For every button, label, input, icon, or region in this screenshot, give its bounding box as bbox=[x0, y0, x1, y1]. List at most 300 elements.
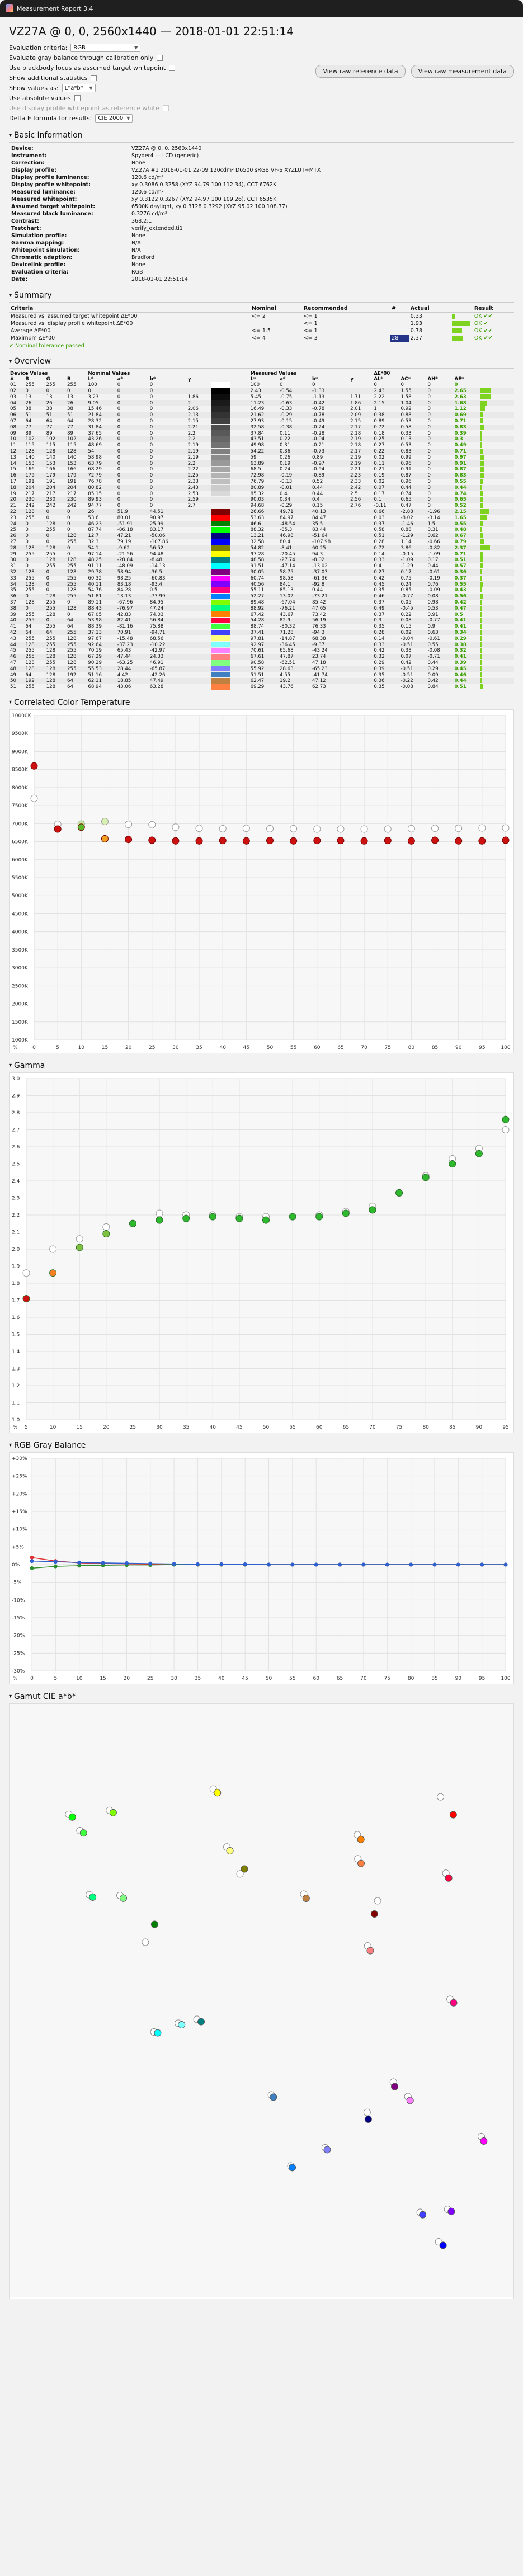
overview-cell: 43.51 bbox=[249, 436, 279, 442]
overview-cell: 98.25 bbox=[117, 575, 131, 581]
cct-point-measured bbox=[384, 837, 391, 844]
overview-cell: 84.95 bbox=[149, 599, 164, 605]
cct-y-tick: 9500K bbox=[12, 731, 28, 737]
overview-cell: 0.26 bbox=[280, 454, 291, 460]
overview-cell: -0.24 bbox=[311, 425, 349, 431]
overview-cell: 2.17 bbox=[349, 449, 373, 455]
overview-cell: 0.09 bbox=[427, 672, 439, 678]
gray-x-tick: 35 bbox=[194, 1675, 201, 1682]
overview-cell: -85.3 bbox=[280, 527, 293, 533]
overview-cell: 59 bbox=[250, 454, 257, 460]
overview-row bbox=[9, 618, 514, 624]
overview-cell: 89 bbox=[25, 430, 32, 436]
gray-series-point bbox=[54, 1560, 58, 1564]
overview-cell: 44 bbox=[9, 642, 24, 648]
overview-row bbox=[9, 678, 514, 684]
overview-row bbox=[9, 576, 514, 582]
overview-cell: 0 bbox=[46, 575, 50, 581]
overview-cell: 2.21 bbox=[350, 467, 361, 473]
overview-cell: 0 bbox=[67, 611, 70, 618]
delta-bar-track bbox=[480, 503, 497, 508]
overview-cell: -67.04 bbox=[280, 599, 295, 605]
delta-bar-track bbox=[480, 660, 497, 665]
overview-row bbox=[9, 491, 514, 497]
overview-cell: 43.67 bbox=[280, 611, 294, 618]
overview-cell: 0 bbox=[46, 587, 50, 594]
overview-cell: -27.74 bbox=[279, 557, 311, 563]
overview-cell: 0 bbox=[427, 394, 431, 400]
display-profile-wp-checkbox[interactable] bbox=[163, 105, 169, 111]
overview-cell: 179 bbox=[45, 473, 66, 479]
gamut-point-measured bbox=[178, 2021, 185, 2028]
cct-point-measured bbox=[290, 837, 297, 844]
summary-cell-c: Average ΔE*00 bbox=[11, 328, 51, 334]
gray-series-point bbox=[432, 1562, 436, 1566]
delta-bar bbox=[480, 606, 483, 611]
basic-info-row bbox=[9, 145, 323, 152]
overview-cell: 140 bbox=[46, 454, 56, 460]
overview-cell: 2 bbox=[187, 400, 210, 406]
divider bbox=[9, 368, 514, 369]
delta-bar bbox=[480, 509, 489, 514]
overview-cell: 0.42 bbox=[401, 660, 412, 666]
delta-bar-cell bbox=[479, 406, 514, 412]
overview-cell: -0.15 bbox=[280, 418, 293, 425]
summary-result: OK ✔ bbox=[474, 321, 488, 327]
overview-cell: 43.26 bbox=[87, 436, 116, 442]
delta-bar-cell bbox=[479, 624, 514, 630]
delta-bar-track bbox=[480, 539, 497, 544]
overview-cell: 97.14 bbox=[88, 551, 102, 557]
color-swatch bbox=[211, 581, 230, 587]
overview-cell: 0.34 bbox=[279, 497, 311, 503]
color-swatch bbox=[211, 455, 230, 460]
overview-row bbox=[9, 533, 514, 539]
view-raw-reference-button[interactable]: View raw reference data bbox=[315, 65, 405, 78]
overview-cell: 26 bbox=[45, 400, 66, 406]
overview-cell: 40.11 bbox=[87, 581, 116, 587]
overview-cell: 255 bbox=[66, 642, 87, 648]
cct-point-measured bbox=[502, 837, 509, 844]
absolute-values-row bbox=[9, 93, 175, 103]
color-swatch bbox=[211, 539, 230, 545]
overview-cell: 31.84 bbox=[87, 425, 116, 431]
overview-cell: 2.19 bbox=[187, 449, 210, 455]
cct-point-nominal bbox=[361, 826, 367, 832]
delta-formula-select[interactable] bbox=[95, 114, 133, 123]
cct-point-nominal bbox=[479, 825, 486, 831]
color-swatch bbox=[211, 527, 230, 533]
summary-header-cell: Result bbox=[473, 305, 514, 313]
delta-bar-cell bbox=[479, 557, 514, 563]
basic-info-heading[interactable] bbox=[9, 131, 514, 140]
overview-cell: -0.45 bbox=[399, 605, 426, 611]
overview-cell: 0.37 bbox=[454, 575, 467, 581]
summary-cell-n: <= 4 bbox=[251, 335, 266, 341]
overview-cell: 0.53 bbox=[401, 418, 412, 425]
delta-bar bbox=[480, 563, 483, 568]
overview-cell: -0.73 bbox=[311, 449, 349, 455]
overview-cell: 38 bbox=[25, 406, 32, 412]
gray-balance-checkbox[interactable] bbox=[157, 55, 163, 61]
delta-bar-track bbox=[480, 552, 497, 557]
cct-point-nominal bbox=[196, 825, 202, 831]
cct-x-tick: 5 bbox=[56, 1044, 60, 1051]
cct-y-tick: 6000K bbox=[12, 857, 28, 863]
overview-cell: 42.83 bbox=[117, 611, 131, 618]
cct-x-tick: 10 bbox=[78, 1044, 85, 1051]
overview-cell: 26 bbox=[9, 533, 24, 539]
color-swatch bbox=[211, 521, 230, 526]
gamut-point-nominal bbox=[437, 1793, 444, 1800]
summary-heading[interactable] bbox=[9, 291, 514, 300]
overview-cell: 45 bbox=[10, 648, 16, 654]
cct-y-tick: 4500K bbox=[12, 911, 28, 917]
overview-cell: 0.35 bbox=[374, 624, 385, 630]
overview-cell: 128 bbox=[24, 569, 45, 576]
overview-cell: -81.16 bbox=[117, 624, 133, 630]
overview-cell bbox=[187, 666, 210, 672]
overview-cell: 0.18 bbox=[374, 430, 385, 436]
swatch-cell bbox=[210, 605, 249, 611]
overview-cell: -1.46 bbox=[399, 521, 426, 527]
overview-cell: 0.3 bbox=[454, 436, 479, 442]
overview-cell bbox=[187, 678, 210, 684]
show-values-select[interactable] bbox=[62, 84, 96, 92]
overview-cell: 90.03 bbox=[249, 497, 279, 503]
overview-cell: 0 bbox=[116, 388, 149, 394]
overview-cell: 2.23 bbox=[349, 473, 373, 479]
overview-header-cell: R bbox=[25, 376, 29, 382]
overview-cell: -0.42 bbox=[311, 400, 349, 406]
overview-cell: -0.94 bbox=[312, 467, 325, 473]
overview-cell: 0.44 bbox=[454, 678, 479, 684]
gray-series-point bbox=[290, 1562, 294, 1566]
delta-bar bbox=[480, 654, 482, 659]
overview-cell: 20 bbox=[9, 497, 24, 503]
overview-cell: 128 bbox=[45, 654, 66, 660]
overview-cell: 32.58 bbox=[250, 539, 265, 545]
overview-cell: 0 bbox=[66, 521, 87, 527]
overview-cell: 51 bbox=[45, 412, 66, 418]
delta-bar-cell bbox=[479, 485, 514, 491]
overview-cell: 0.87 bbox=[454, 467, 467, 473]
overview-cell: 0.44 bbox=[312, 491, 323, 497]
overview-cell: 0.27 bbox=[374, 442, 385, 449]
basic-info-key: Device: bbox=[11, 145, 34, 152]
overview-cell: 88.43 bbox=[87, 605, 116, 611]
overview-row bbox=[9, 436, 514, 442]
delta-bar-cell bbox=[479, 455, 514, 461]
absolute-values-checkbox[interactable] bbox=[74, 95, 81, 101]
overview-cell: 128 bbox=[45, 594, 66, 600]
delta-bar-track bbox=[480, 600, 497, 605]
overview-cell: 0 bbox=[149, 430, 153, 436]
overview-cell: 0.99 bbox=[401, 454, 412, 460]
swatch-cell bbox=[210, 394, 249, 401]
overview-cell: 0.97 bbox=[454, 454, 467, 460]
gamma-point-measured bbox=[449, 1160, 456, 1167]
overview-cell: 49.98 bbox=[250, 442, 265, 449]
cct-point-nominal bbox=[243, 825, 249, 831]
cct-x-tick: 40 bbox=[219, 1044, 226, 1051]
gray-series-point bbox=[30, 1555, 34, 1559]
overview-cell: 05 bbox=[10, 406, 16, 412]
overview-cell: 0 bbox=[66, 388, 87, 394]
overview-cell bbox=[187, 527, 210, 533]
overview-row bbox=[9, 503, 514, 509]
delta-bar-cell bbox=[479, 618, 514, 624]
gray-series-point bbox=[196, 1562, 200, 1566]
chevron-down-icon: ▾ bbox=[9, 1693, 12, 1700]
basic-info-value: Spyder4 — LCD (generic) bbox=[131, 153, 199, 159]
overview-cell: 53.98 bbox=[87, 618, 116, 624]
overview-cell: 53.6 bbox=[88, 515, 99, 521]
color-swatch bbox=[211, 648, 230, 653]
color-swatch bbox=[211, 642, 230, 647]
gamma-heading[interactable] bbox=[9, 1061, 514, 1070]
overview-cell: 0.52 bbox=[454, 503, 467, 509]
overview-cell: 2.56 bbox=[349, 497, 373, 503]
delta-bar-cell bbox=[479, 436, 514, 442]
overview-cell bbox=[187, 388, 210, 394]
swatch-cell bbox=[210, 557, 249, 563]
overview-cell: 40.56 bbox=[249, 581, 279, 587]
basic-info-row bbox=[9, 261, 323, 269]
overview-cell: 128 bbox=[45, 521, 66, 527]
cct-point-nominal bbox=[455, 825, 462, 831]
overview-cell: 0 bbox=[312, 382, 315, 388]
delta-bar bbox=[480, 630, 482, 635]
overview-title: Overview bbox=[14, 357, 51, 366]
overview-cell: 0.44 bbox=[427, 563, 439, 569]
delta-bar-track bbox=[480, 612, 497, 617]
overview-row bbox=[9, 660, 514, 666]
overview-cell: 0.91 bbox=[401, 467, 412, 473]
overview-cell: 51 bbox=[24, 412, 45, 418]
overview-cell: -0.51 bbox=[399, 666, 426, 672]
overview-cell: 46 bbox=[9, 654, 24, 660]
swatch-cell bbox=[210, 533, 249, 539]
delta-bar-cell bbox=[479, 642, 514, 648]
additional-stats-checkbox[interactable] bbox=[91, 75, 97, 81]
gray-balance-heading[interactable] bbox=[9, 1441, 514, 1450]
overview-cell: 67.29 bbox=[87, 654, 116, 660]
gamut-heading[interactable] bbox=[9, 1692, 514, 1701]
cct-y-tick: 1500K bbox=[12, 1019, 28, 1025]
chevron-down-icon: ▾ bbox=[9, 1062, 12, 1069]
display-profile-wp-row bbox=[9, 103, 175, 113]
overview-cell: 0.08 bbox=[426, 594, 453, 600]
delta-bar bbox=[480, 521, 483, 526]
overview-header-cell: a* bbox=[280, 376, 286, 382]
overview-cell: -86.18 bbox=[117, 527, 133, 533]
overview-cell: 29.78 bbox=[87, 569, 116, 576]
overview-cell: -92.8 bbox=[311, 581, 349, 587]
overview-cell: 0.37 bbox=[373, 521, 399, 527]
cct-x-tick: % bbox=[13, 1044, 18, 1051]
gamma-y-tick: 1.3 bbox=[12, 1366, 20, 1372]
color-swatch bbox=[211, 576, 230, 581]
overview-cell: 89.48 bbox=[250, 599, 265, 605]
basic-info-row bbox=[9, 167, 323, 174]
overview-cell: 0 bbox=[46, 539, 50, 545]
delta-bar-track bbox=[480, 672, 497, 677]
overview-cell: 2.65 bbox=[454, 388, 479, 394]
basic-info-row bbox=[9, 152, 323, 159]
overview-header-cell: L* bbox=[88, 376, 94, 382]
overview-cell: 0 bbox=[427, 491, 431, 497]
swatch-cell bbox=[210, 400, 249, 406]
overview-cell: 0.1 bbox=[373, 497, 399, 503]
cct-y-tick: 1000K bbox=[12, 1037, 28, 1043]
gray-x-tick: 55 bbox=[289, 1675, 296, 1682]
swatch-cell bbox=[210, 563, 249, 569]
overview-cell: 85.42 bbox=[312, 599, 326, 605]
overview-header-cell: γ bbox=[350, 376, 354, 382]
overview-cell: 0.91 bbox=[427, 611, 439, 618]
gamma-y-tick: 2.7 bbox=[12, 1127, 20, 1133]
basic-info-value: 0.3276 cd/m² bbox=[131, 211, 167, 217]
overview-cell: 97.28 bbox=[250, 551, 265, 557]
gray-x-tick: 65 bbox=[336, 1675, 343, 1682]
gamut-point-nominal bbox=[142, 1939, 149, 1946]
overview-cell: 15.46 bbox=[88, 406, 102, 412]
overview-row bbox=[9, 406, 514, 412]
cct-title: Correlated Color Temperature bbox=[14, 698, 130, 707]
cct-x-tick: 0 bbox=[32, 1044, 36, 1051]
blackbody-checkbox[interactable] bbox=[169, 65, 175, 71]
delta-bar bbox=[480, 515, 487, 520]
overview-cell: 0.35 bbox=[374, 587, 385, 594]
overview-cell: 55.53 bbox=[87, 666, 116, 672]
delta-bar-track bbox=[480, 606, 497, 611]
overview-cell: 2.19 bbox=[187, 454, 199, 460]
overview-cell: 0 bbox=[454, 382, 458, 388]
gray-series-point bbox=[77, 1560, 81, 1564]
overview-cell: 18 bbox=[9, 485, 24, 491]
gamma-point-measured bbox=[422, 1174, 429, 1181]
overview-cell: -0.08 bbox=[401, 684, 413, 690]
overview-cell: 0 bbox=[117, 454, 121, 460]
chevron-down-icon: ▼ bbox=[89, 85, 93, 91]
overview-cell: 191 bbox=[46, 479, 56, 484]
overview-cell: 255 bbox=[67, 563, 77, 569]
overview-cell: 52.27 bbox=[249, 594, 279, 600]
overview-header-cell bbox=[210, 376, 249, 382]
gray-y-tick: -5% bbox=[12, 1580, 22, 1586]
overview-cell: -0.28 bbox=[312, 430, 325, 436]
gamut-point-measured bbox=[69, 1814, 76, 1820]
overview-cell: -76.97 bbox=[116, 605, 149, 611]
delta-bar bbox=[480, 388, 492, 393]
overview-cell: 0.22 bbox=[373, 449, 399, 455]
overview-cell: 0 bbox=[116, 497, 149, 503]
cct-heading[interactable] bbox=[9, 698, 514, 707]
overview-row bbox=[9, 557, 514, 563]
gamma-x-tick: 60 bbox=[315, 1424, 323, 1430]
overview-cell: 0.02 bbox=[374, 454, 385, 460]
overview-cell: 255 bbox=[46, 624, 56, 630]
overview-cell bbox=[349, 533, 373, 539]
overview-cell: 255 bbox=[25, 611, 35, 618]
tolerance-passed: ✔ Nominal tolerance passed bbox=[9, 343, 84, 349]
overview-cell: 0.47 bbox=[401, 503, 412, 509]
overview-cell: 192 bbox=[24, 678, 45, 684]
overview-cell: 2.13 bbox=[187, 412, 210, 418]
color-swatch bbox=[211, 557, 230, 563]
overview-cell: 23.74 bbox=[311, 654, 349, 660]
overview-cell: 0 bbox=[46, 515, 50, 521]
gamut-point-measured bbox=[227, 1847, 233, 1854]
overview-cell: 47.12 bbox=[311, 678, 349, 684]
overview-cell: 83.17 bbox=[149, 527, 164, 533]
cct-x-tick: 45 bbox=[243, 1044, 250, 1051]
overview-cell: 65.43 bbox=[117, 648, 131, 654]
chevron-down-icon: ▼ bbox=[134, 45, 138, 50]
overview-cell: 255 bbox=[25, 551, 35, 557]
chevron-down-icon: ▾ bbox=[9, 1442, 12, 1449]
overview-cell: 0.98 bbox=[427, 599, 439, 605]
overview-cell: 98.58 bbox=[280, 575, 294, 581]
overview-cell: 0.25 bbox=[373, 436, 399, 442]
eval-criteria-select[interactable] bbox=[70, 44, 140, 52]
swatch-cell bbox=[210, 412, 249, 418]
overview-cell: 64 bbox=[67, 418, 73, 425]
overview-cell: 2.43 bbox=[187, 485, 210, 491]
overview-cell: -43.24 bbox=[312, 648, 328, 654]
overview-cell: 2.43 bbox=[249, 388, 279, 394]
overview-cell: 0.83 bbox=[399, 449, 426, 455]
gamma-y-tick: 1.1 bbox=[12, 1400, 20, 1406]
overview-cell: 0 bbox=[45, 533, 66, 539]
basic-info-row bbox=[9, 181, 323, 189]
overview-cell: 0.83 bbox=[454, 473, 479, 479]
overview-cell: -9.37 bbox=[311, 642, 349, 648]
delta-bar bbox=[480, 401, 488, 406]
overview-cell: 60.74 bbox=[250, 575, 265, 581]
overview-cell: 0.44 bbox=[312, 587, 323, 594]
overview-header-cell: a* bbox=[117, 376, 124, 382]
overview-heading[interactable] bbox=[9, 357, 514, 366]
overview-cell: 0.3 bbox=[373, 618, 399, 624]
overview-cell: 2.43 bbox=[373, 388, 399, 394]
overview-cell: -73.21 bbox=[311, 594, 349, 600]
overview-cell: 27.93 bbox=[250, 418, 265, 425]
overview-cell: 128 bbox=[24, 642, 45, 648]
overview-cell: 35 bbox=[10, 587, 16, 594]
basic-info-key: Date: bbox=[11, 276, 28, 282]
overview-cell: 0.36 bbox=[279, 449, 311, 455]
overview-cell: 58.94 bbox=[116, 569, 149, 576]
overview-cell: 62.73 bbox=[312, 684, 326, 690]
overview-cell bbox=[187, 642, 210, 648]
view-raw-measurement-button[interactable]: View raw measurement data bbox=[411, 65, 514, 78]
overview-cell: 128 bbox=[66, 654, 87, 660]
delta-bar-cell bbox=[479, 497, 514, 503]
cct-point-measured bbox=[432, 837, 439, 844]
overview-cell: 38 bbox=[46, 406, 53, 412]
overview-cell: 55.11 bbox=[250, 587, 265, 594]
overview-cell: 84.1 bbox=[279, 581, 311, 587]
overview-cell: -0.51 bbox=[399, 642, 426, 648]
overview-cell: 0.33 bbox=[373, 642, 399, 648]
cct-point-measured bbox=[101, 835, 108, 842]
gamut-point-measured bbox=[89, 1894, 96, 1900]
overview-cell: 0 bbox=[426, 400, 453, 406]
overview-cell: 204 bbox=[45, 485, 66, 491]
gray-y-tick: +5% bbox=[12, 1544, 24, 1550]
